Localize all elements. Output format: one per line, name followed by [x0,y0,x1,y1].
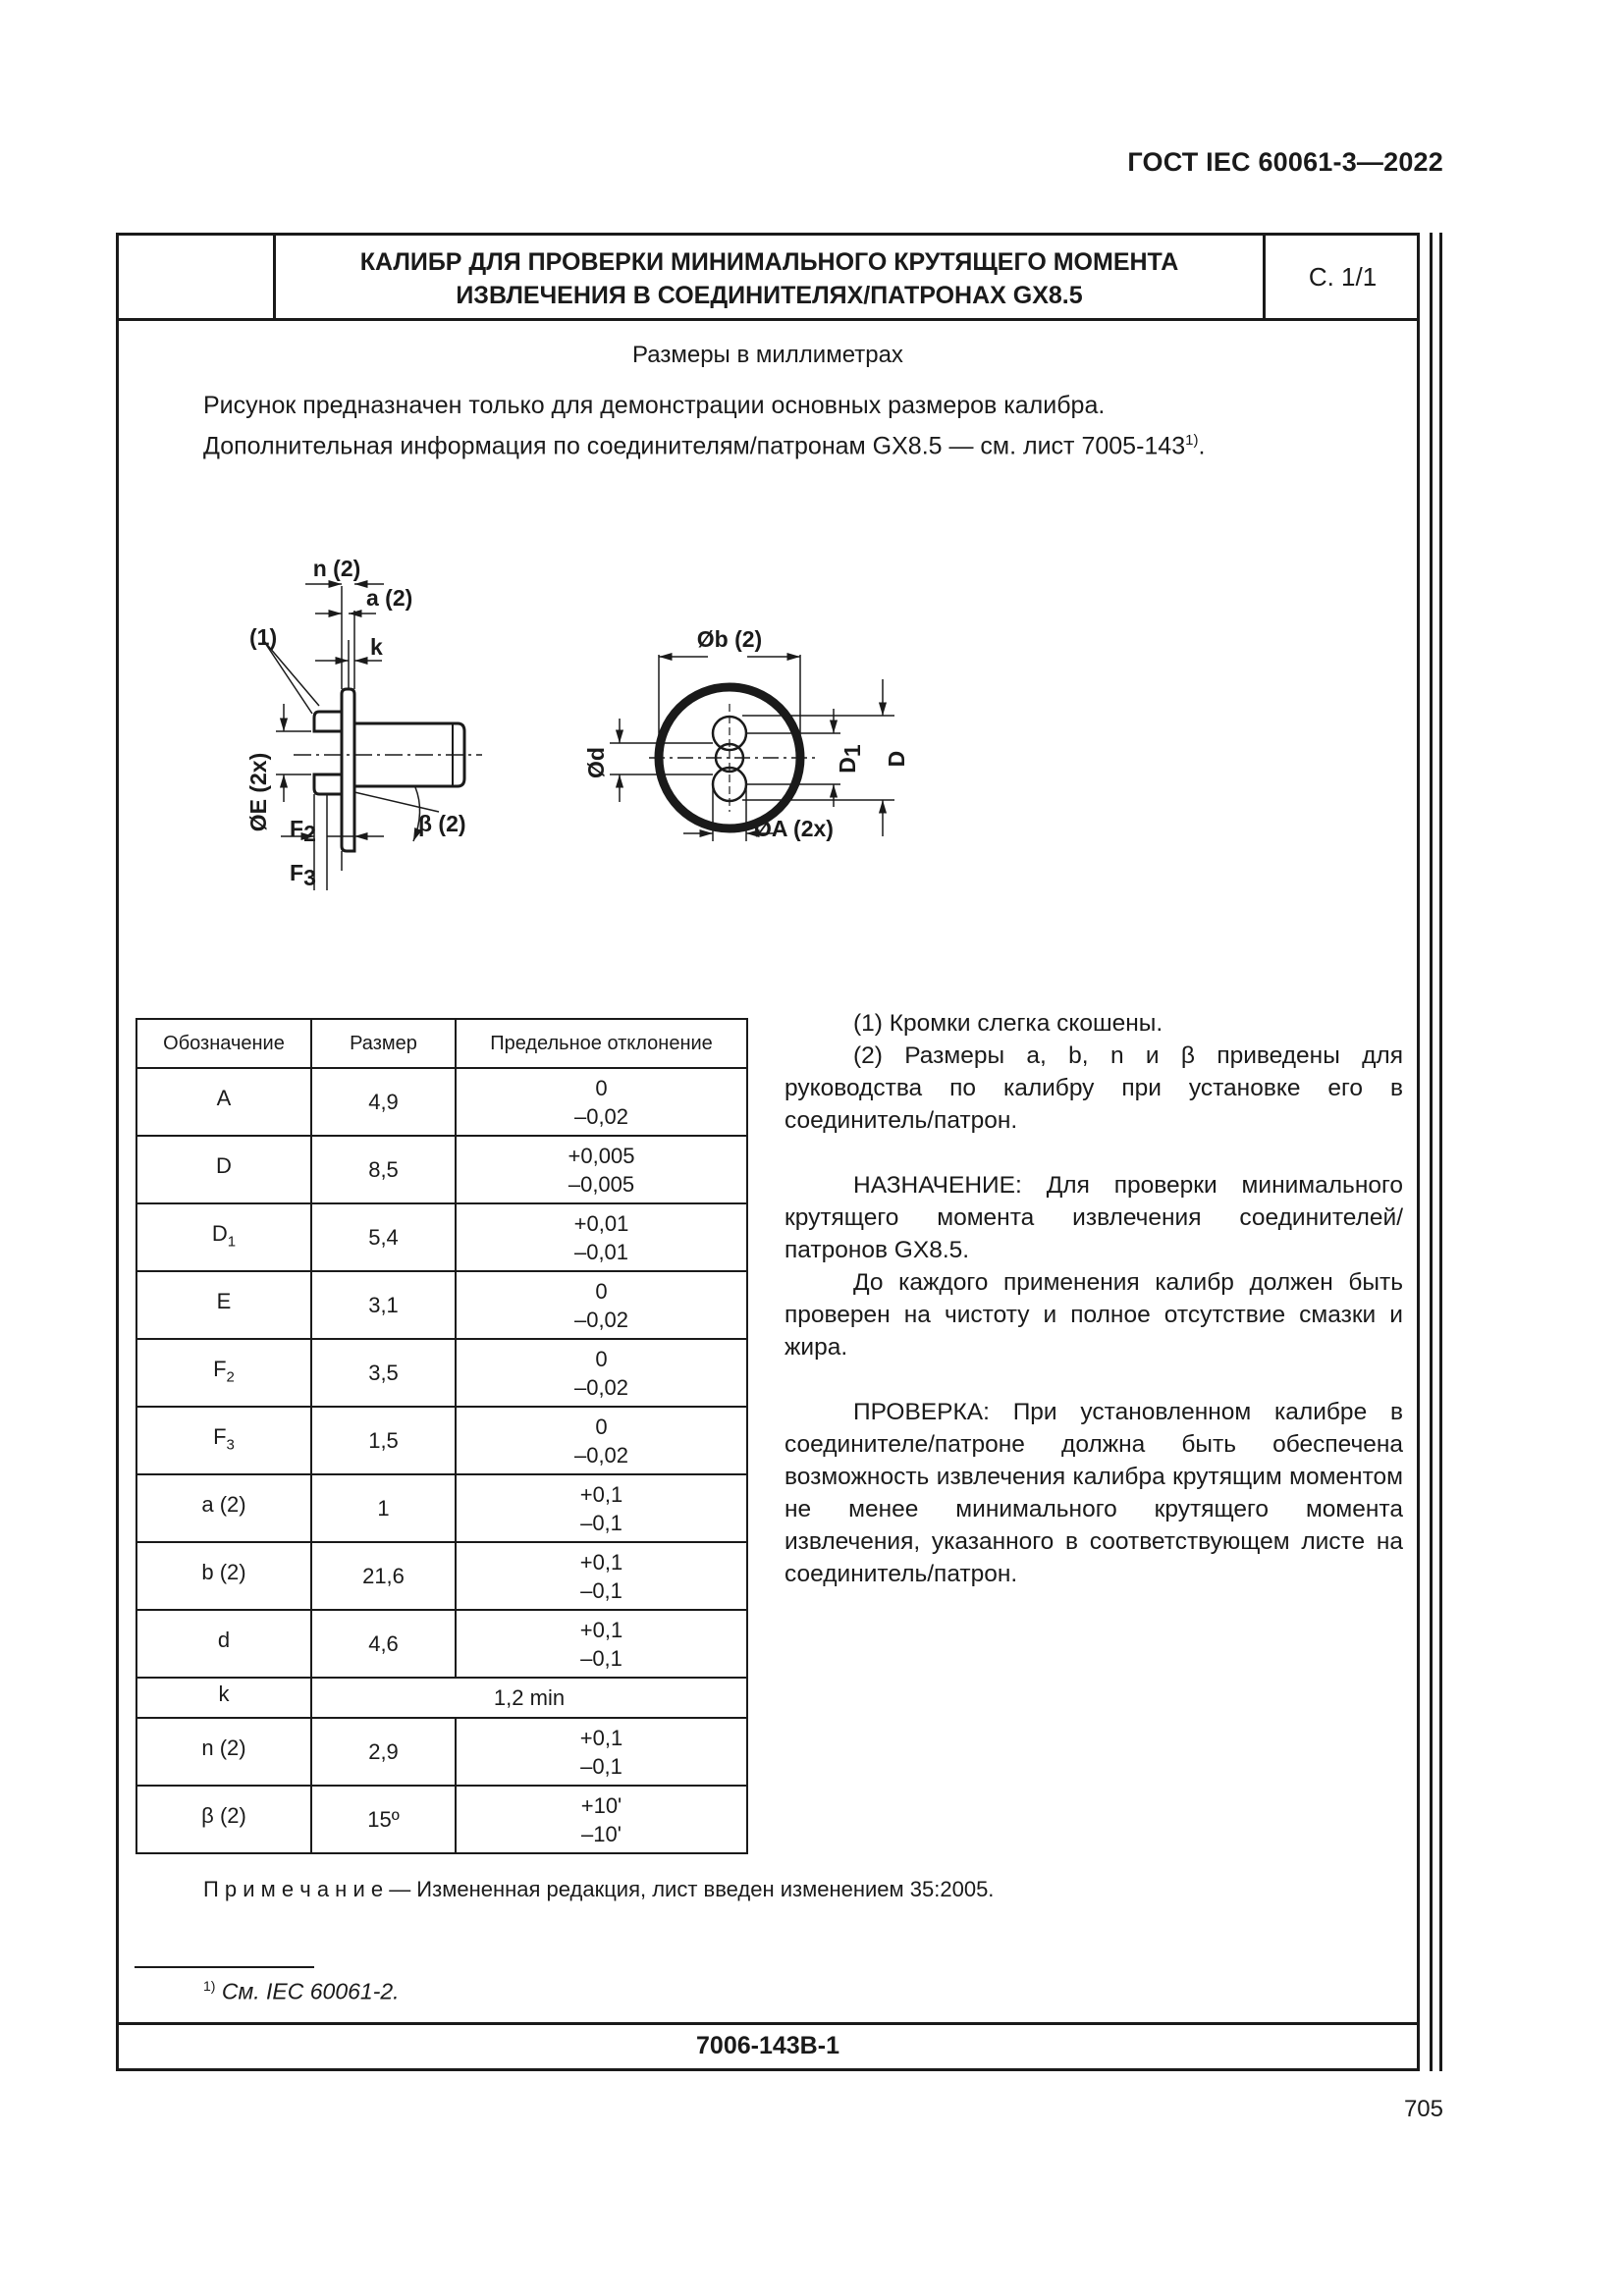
footnote: $^{1)}$ См. IEC 60061-2. [203,1978,400,2004]
table-row [136,1678,747,1718]
label-b: Øb (2) [696,626,763,652]
cell-size: 4,9 [311,1068,456,1136]
cell-tolerance: +0,1 –0,1 [456,1610,747,1678]
sheet-title [276,245,1263,312]
cell-tolerance: 0 –0,02 [456,1339,747,1407]
sheet-title-line1: КАЛИБР ДЛЯ ПРОВЕРКИ МИНИМАЛЬНОГО КРУТЯЩЕГО МОМЕНТА [359,248,1179,276]
cell-tolerance: 0 –0,02 [456,1271,747,1339]
frame-rail-outer-2 [1439,233,1442,2071]
cell-designation: a (2) [136,1474,311,1542]
header-tolerance: Предельное отклонение [456,1019,747,1068]
dimensions-note: Размеры в миллиметрах [632,342,903,368]
label-E: ØE (2x) [245,752,271,832]
footnote-ref: 1) [1185,432,1199,449]
cell-size: 4,6 [311,1610,456,1678]
label-F2: F2 [290,816,316,846]
sheet-number: С. 1/1 [1308,262,1378,292]
footer-top-line [119,2022,1417,2025]
header-designation: Обозначение [136,1019,311,1068]
purpose-text-2: До каждого применения калибр должен быть проверен на чистоту и полное отсутствие смазки и жира. [784,1269,1403,1361]
sheet-title-line2: ИЗВЛЕЧЕНИЯ В СОЕДИНИТЕЛЯХ/ПАТРОНАХ GX8.5 [456,282,1083,309]
cell-designation: d [136,1610,311,1678]
notes-block [784,1007,1403,1590]
table-row [136,1271,747,1339]
label-D1: D1 [835,744,865,774]
cell-designation: k [136,1678,311,1718]
label-k: k [370,634,383,660]
label-a: a (2) [366,585,413,611]
check-text: ПРОВЕРКА: При установленном калибре в соединителе/патроне должна быть обеспечена возможность извлечения калибра крутящим моментом не менее минимального крутящего момента извлечения, указанного в соответствующем листе на соединитель/патрон. [784,1399,1403,1587]
document-id: ГОСТ IEC 60061-3—2022 [1127,147,1443,177]
cell-designation: D [136,1136,311,1203]
note-1: (1) Кромки слегка скошены. [853,1010,1163,1037]
cell-designation: b (2) [136,1542,311,1610]
intro-text [203,389,1381,463]
label-n: n (2) [312,556,361,581]
page-number: 705 [1403,2096,1443,2122]
intro-line2: Дополнительная информация по соединителям/патронам GX8.5 — см. лист 7005-143$^{1)}$. [203,432,1206,460]
table-row [136,1136,747,1203]
label-d: Ød [583,747,609,778]
cell-tolerance: +0,1 –0,1 [456,1718,747,1786]
cell-tolerance: +0,1 –0,1 [456,1542,747,1610]
table-row [136,1203,747,1271]
table-row [136,1068,747,1136]
table-header-row [136,1019,747,1068]
cell-designation: $F_3$ [136,1407,311,1474]
table-row [136,1474,747,1542]
cell-size-merged: 1,2 min [311,1678,747,1718]
label-F3: F3 [290,860,316,890]
label-beta: β (2) [418,811,466,836]
cell-tolerance: +0,005 –0,005 [456,1136,747,1203]
label-callout-1: (1) [249,624,278,650]
intro-line1: Рисунок предназначен только для демонстрации основных размеров калибра. [203,392,1106,419]
cell-designation: $F_2$ [136,1339,311,1407]
cell-designation: β (2) [136,1786,311,1853]
cell-size: 5,4 [311,1203,456,1271]
cell-tolerance: 0 –0,02 [456,1407,747,1474]
cell-tolerance: +0,1 –0,1 [456,1474,747,1542]
cell-tolerance: +0,01 –0,01 [456,1203,747,1271]
edition-note: П р и м е ч а н и е — Измененная редакция, лист введен изменением 35:2005. [203,1877,995,1901]
cell-size: 1,5 [311,1407,456,1474]
cell-designation: n (2) [136,1718,311,1786]
purpose-text: НАЗНАЧЕНИЕ: Для проверки минимального крутящего момента извлечения соединителей/патронов GX8.5. [784,1172,1403,1263]
cell-size: 2,9 [311,1718,456,1786]
label-A: ØA (2x) [754,816,834,841]
cell-size: 3,1 [311,1271,456,1339]
table-row [136,1339,747,1407]
gauge-drawing [119,468,1415,890]
side-view [263,584,482,890]
table-row [136,1610,747,1678]
cell-size: 1 [311,1474,456,1542]
header-bottom-line [119,318,1417,321]
cell-designation: A [136,1068,311,1136]
table-row [136,1542,747,1610]
table-row [136,1718,747,1786]
cell-tolerance: 0 –0,02 [456,1068,747,1136]
table-row [136,1407,747,1474]
cell-size: 8,5 [311,1136,456,1203]
dimensions-table [135,1018,748,1854]
cell-size: 15º [311,1786,456,1853]
header-size: Размер [311,1019,456,1068]
label-D: D [884,750,909,768]
table-row [136,1786,747,1853]
cell-tolerance: +10' –10' [456,1786,747,1853]
sheet-frame [116,233,1420,2071]
cell-designation: E [136,1271,311,1339]
cell-designation: $D_1$ [136,1203,311,1271]
sheet-code: 7006-143B-1 [696,2032,839,2059]
cell-size: 21,6 [311,1542,456,1610]
note-2: (2) Размеры a, b, n и β приведены для руководства по калибру при установке его в соединитель/патрон. [784,1042,1403,1134]
cell-size: 3,5 [311,1339,456,1407]
footnote-rule [135,1966,314,1968]
frame-rail-outer-1 [1430,233,1433,2071]
